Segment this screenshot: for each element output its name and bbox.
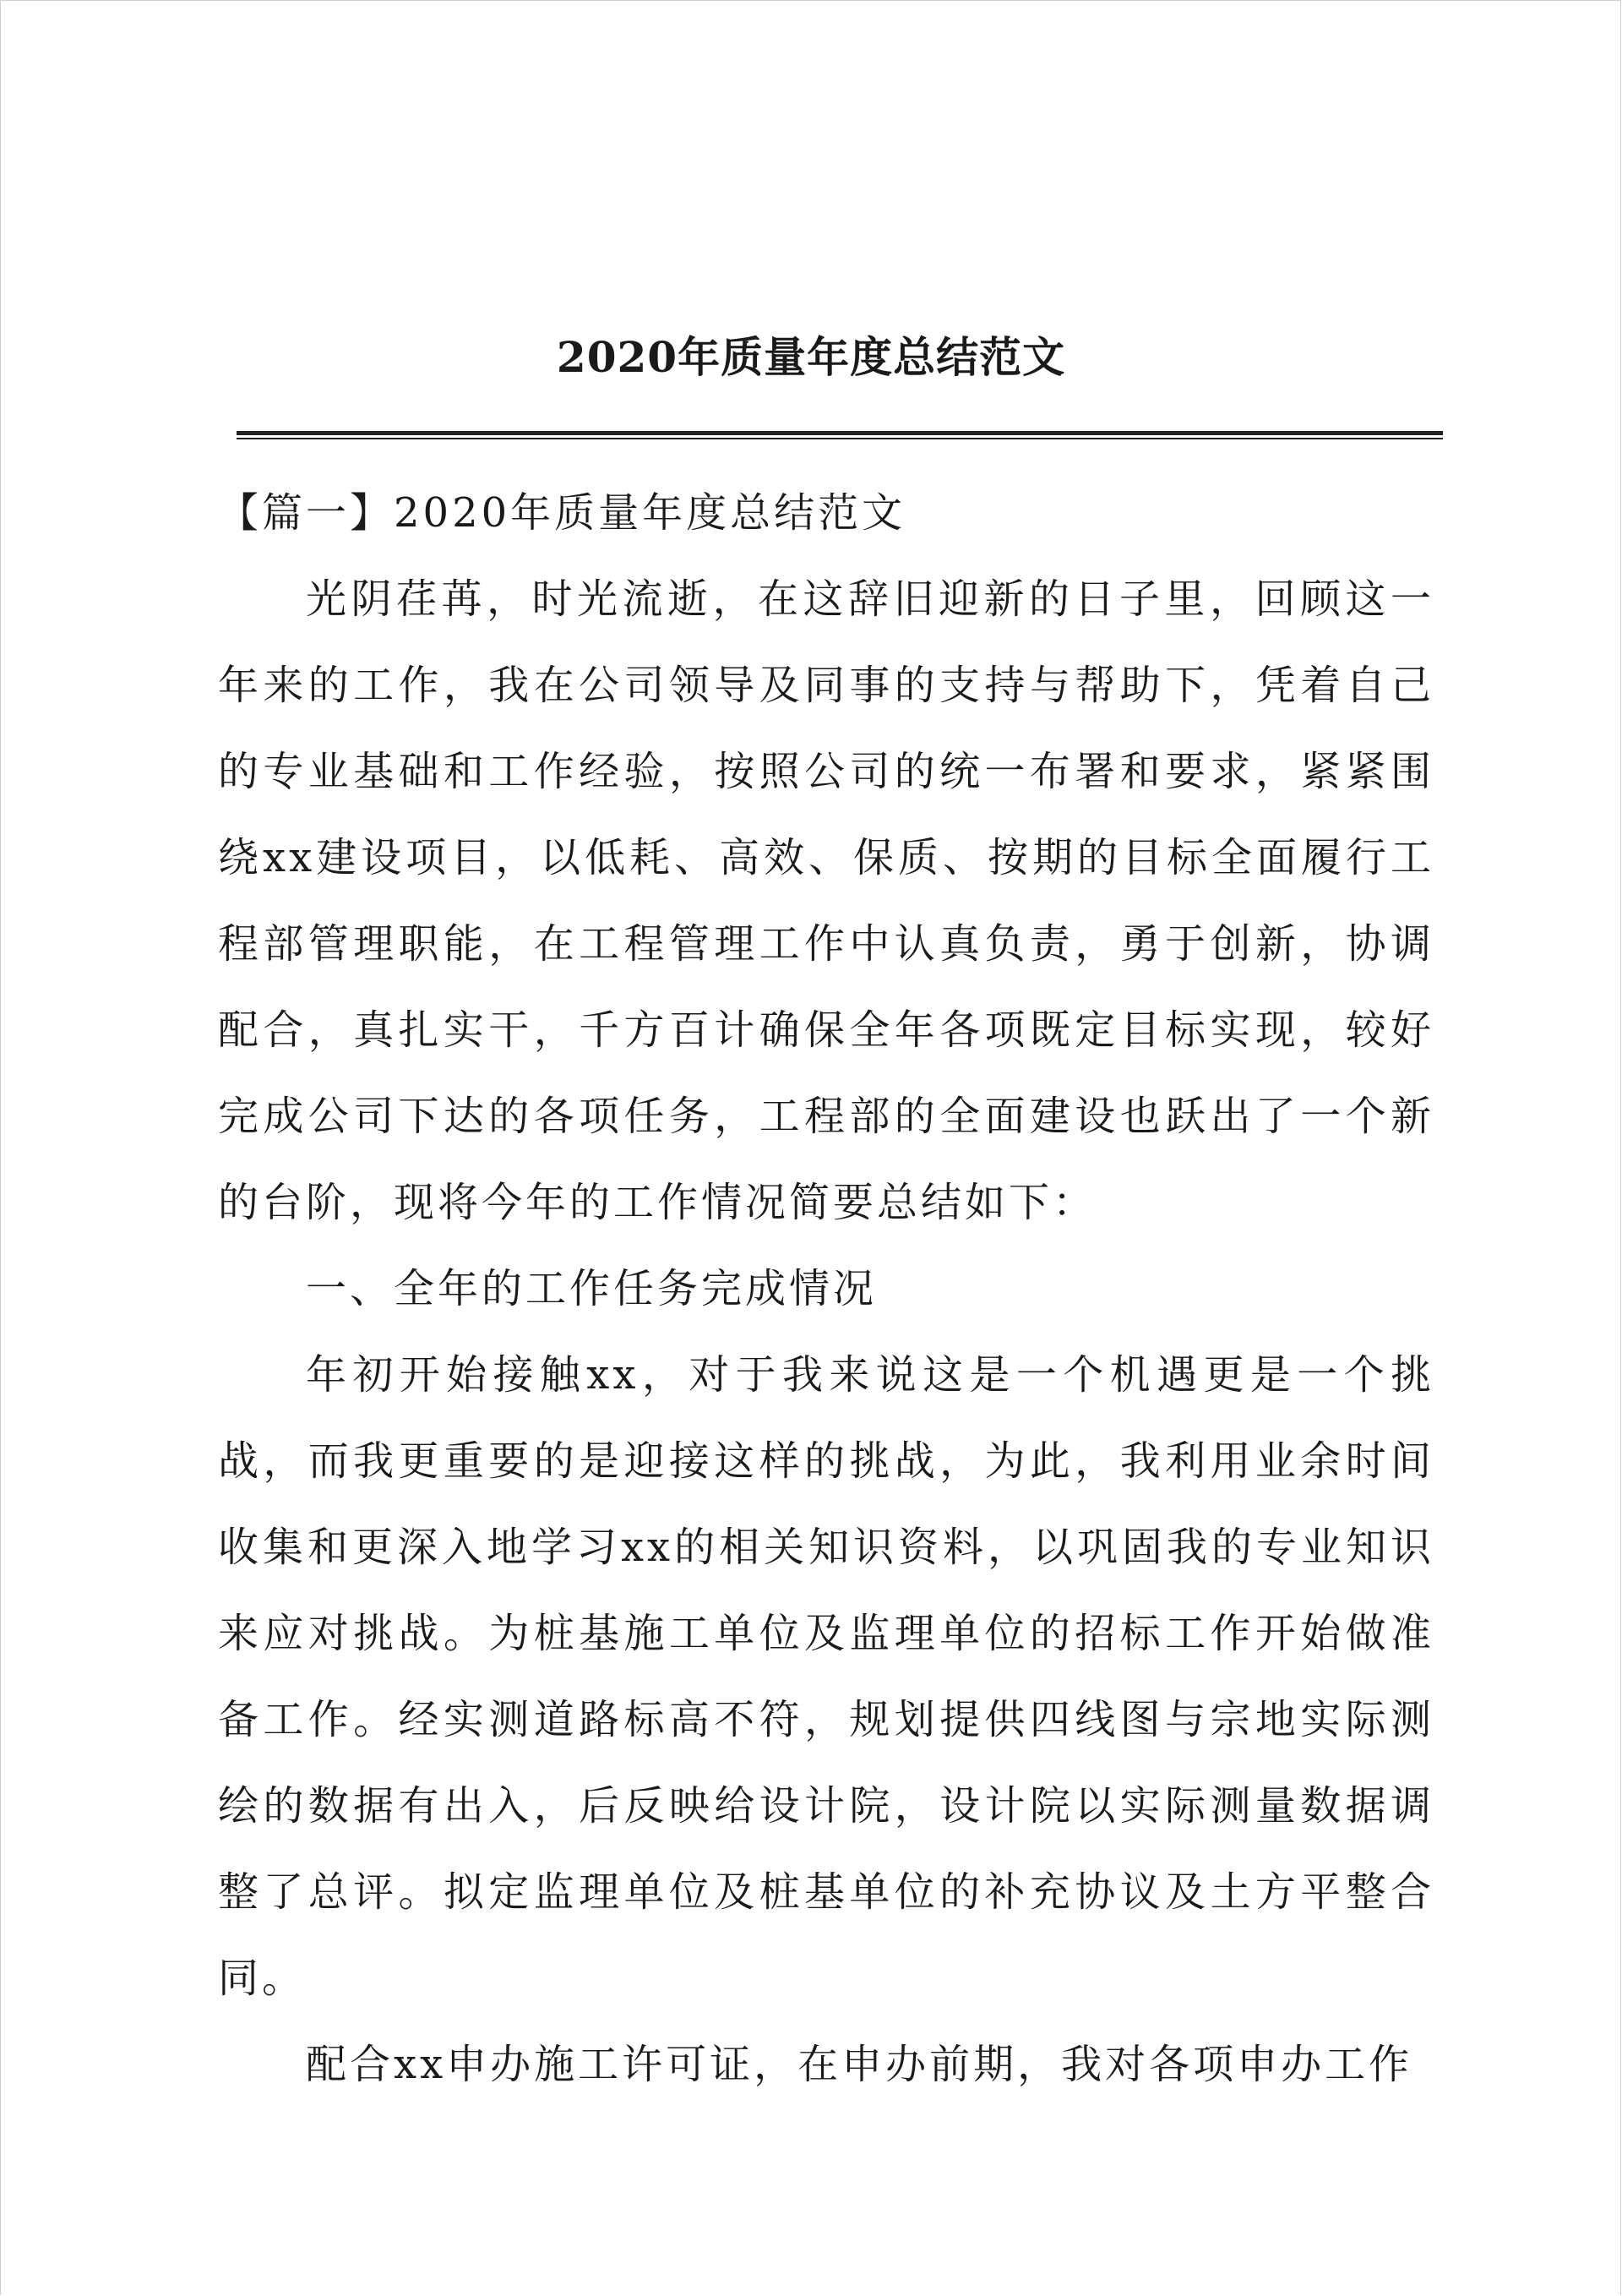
paragraph-permit: 配合xx申办施工许可证，在申办前期，我对各项申办工作 [306,2041,1413,2088]
section-heading: 【篇一】2020年质量年度总结范文 [218,489,906,537]
document-title: 2020年质量年度总结范文 [556,332,1066,382]
document-body [218,470,1434,2108]
paragraph-early-year: 年初开始接触xx，对于我来说这是一个机遇更是一个挑战，而我更重要的是迎接这样的挑战，为此，我利用业余时间收集和更深入地学习xx的相关知识资料，以巩固我的专业知识来应对挑战。为桩基施工单位及监理单位的招标工作开始做准备工作。经实测道路标高不符，规划提供四线图与宗地实际测绘的数据有出入，后反映给设计院，设计院以实际测量数据调整了总评。拟定监理单位及桩基单位的补充协议及土方平整合同。 [218,1351,1434,2002]
title-rule-thick [237,431,1443,435]
title-rule-thin [237,438,1443,439]
subheading-task-completion: 一、全年的工作任务完成情况 [306,1265,878,1312]
paragraph-intro: 光阴荏苒，时光流逝，在这辞旧迎新的日子里，回顾这一年来的工作，我在公司领导及同事的支持与帮助下，凭着自己的专业基础和工作经验，按照公司的统一布署和要求，紧紧围绕xx建设项目，以低耗、高效、保质、按期的目标全面履行工程部管理职能，在工程管理工作中认真负责，勇于创新，协调配合，真扎实干，千方百计确保全年各项既定目标实现，较好完成公司下达的各项任务，工程部的全面建设也跃出了一个新的台阶，现将今年的工作情况简要总结如下： [218,575,1434,1226]
